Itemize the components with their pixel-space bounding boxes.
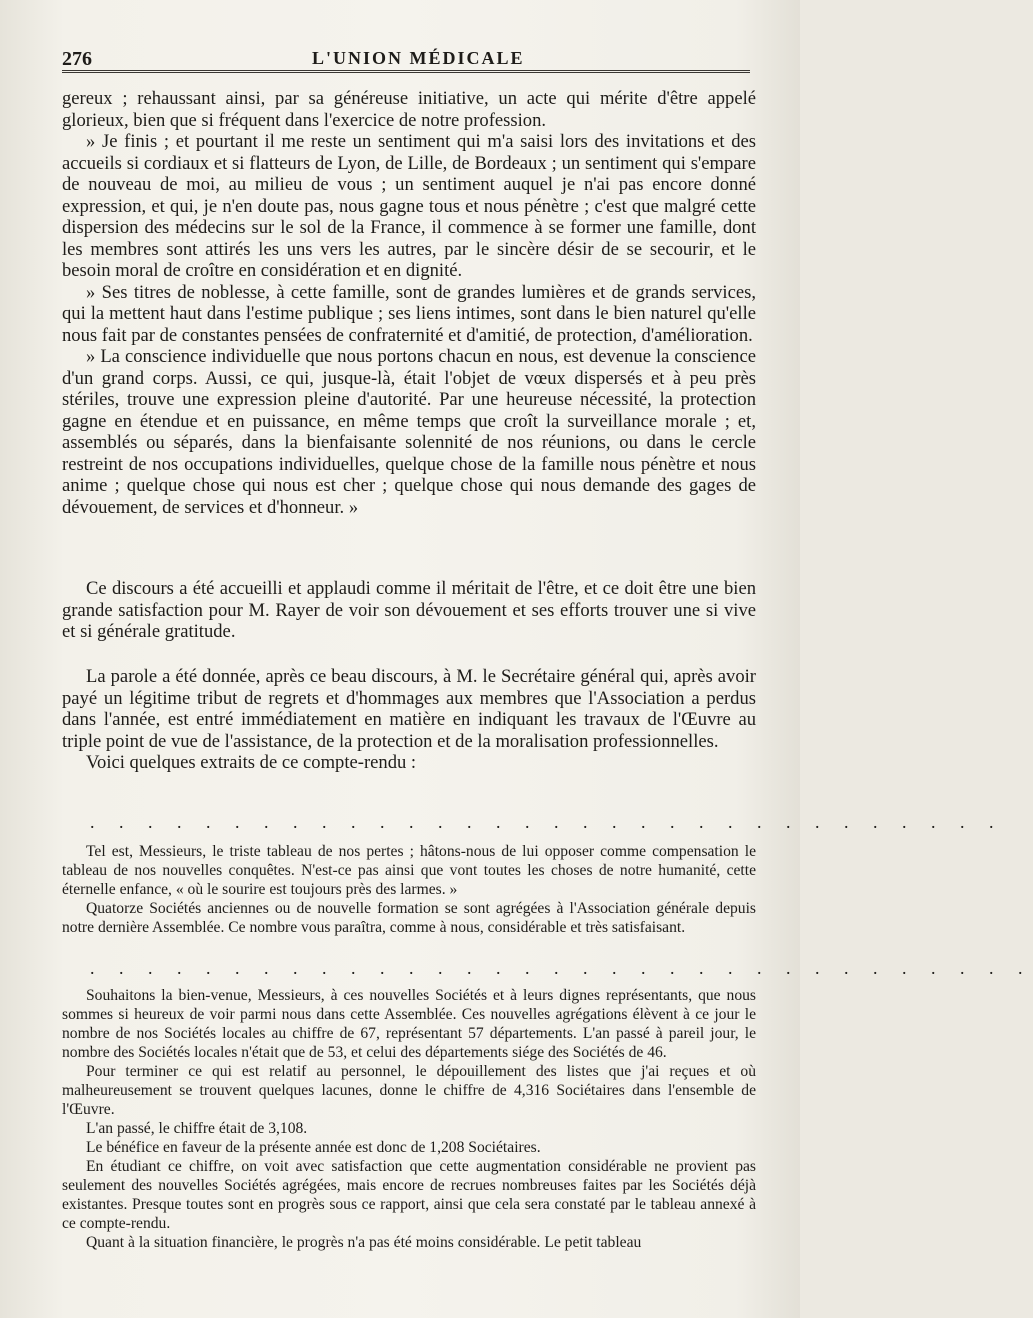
page-number: 276: [62, 48, 92, 70]
paragraph: » La conscience individuelle que nous portons chacun en nous, est devenue la conscience d'un grand corps. Aussi, ce qui, jusque-là, était l'objet de vœux dispersés et à peu près stériles, trouve une expression pleine d'autorité. Par une heureuse nécessité, la protection gagne en étendue et en puissance, en même temps que croît la surveillance morale ; et, assemblés ou séparés, dans la bienfaisante solennité de nos réunions, ou dans le cercle restreint de nos occupations individuelles, quelque chose de la famille nous pénètre et nous anime ; quelque chose qui nous est cher ; quelque chose qui nous demande des gages de dévouement, de services et d'honneur. »: [62, 346, 756, 518]
running-title: L'UNION MÉDICALE: [312, 48, 525, 68]
paragraph: Souhaitons la bien-venue, Messieurs, à ces nouvelles Sociétés et à leurs dignes représentants, que nous sommes si heureux de voir parmi nous dans cette Assemblée. Ces nouvelles agrégations élèvent à ce jour le nombre de nos Sociétés locales au chiffre de 67, représentant 57 départements. L'an passé à pareil jour, le nombre des Sociétés locales n'était que de 53, et celui des départements siége des Sociétés de 46.: [62, 987, 756, 1061]
paragraph: gereux ; rehaussant ainsi, par sa généreuse initiative, un acte qui mérite d'être appelé glorieux, bien que si fréquent dans l'exercice de notre profession.: [62, 88, 756, 131]
secretary-paragraph: [62, 666, 756, 774]
paragraph: En étudiant ce chiffre, on voit avec satisfaction que cette augmentation considérable ne provient pas seulement des nouvelles Sociétés agrégées, mais encore de recrues nombreuses faites par les Sociétés déjà existantes. Presque toutes sont en progrès sous ce rapport, ainsi que cela sera constaté par le tableau annexé à ce compte-rendu.: [62, 1158, 756, 1232]
paragraph: Voici quelques extraits de ce compte-rendu :: [86, 752, 417, 773]
paragraph: » Ses titres de noblesse, à cette famille, sont de grandes lumières et de grands services, qui la mettent haut dans l'estime publique ; ses liens intimes, sont dans le bien naturel qu'elle nous fait par de constantes pensées de confraternité et d'amitié, de protection, d'amélioration.: [62, 281, 756, 346]
paragraph: Quatorze Sociétés anciennes ou de nouvelle formation se sont agrégées à l'Association générale depuis notre dernière Assemblée. Ce nombre vous paraîtra, comme à nous, considérable et très satisfaisant.: [62, 900, 756, 936]
page-header: [62, 42, 752, 72]
report-extract-1: [62, 842, 756, 937]
applause-paragraph: [62, 578, 756, 643]
report-extract-2: [62, 986, 756, 1252]
paragraph: Quant à la situation financière, le progrès n'a pas été moins considérable. Le petit tableau: [86, 1234, 642, 1251]
speech-continuation: [62, 88, 756, 518]
paragraph: L'an passé, le chiffre était de 3,108.: [86, 1120, 308, 1137]
paragraph: Le bénéfice en faveur de la présente année est donc de 1,208 Sociétaires.: [86, 1139, 541, 1156]
ellipsis-separator: . . . . . . . . . . . . . . . . . . . . . . . . . . . . . . . .: [90, 812, 1004, 832]
paragraph: Ce discours a été accueilli et applaudi comme il méritait de l'être, et ce doit être une bien grande satisfaction pour M. Rayer de voir son dévouement et ses efforts trouver une si vive et si générale gratitude.: [62, 578, 756, 642]
header-rule: [62, 70, 750, 73]
ellipsis-separator: . . . . . . . . . . . . . . . . . . . . . . . . . . . . . . . . .: [90, 958, 1033, 978]
paragraph: La parole a été donnée, après ce beau discours, à M. le Secrétaire général qui, après avoir payé un légitime tribut de regrets et d'hommages aux membres que l'Association a perdus dans l'année, est entré immédiatement en matière en indiquant les travaux de l'Œuvre au triple point de vue de l'assistance, de la protection et de la moralisation professionnelles.: [62, 666, 756, 752]
paragraph: » Je finis ; et pourtant il me reste un sentiment qui m'a saisi lors des invitations et des accueils si cordiaux et si flatteurs de Lyon, de Lille, de Bordeaux ; un sentiment qui s'empare de nouveau de moi, au milieu de vous ; un sentiment auquel je n'ai pas encore donné expression, et qui, je n'en doute pas, nous gagne tous et nous pénètre ; c'est que malgré cette dispersion des médecins sur le sol de la France, il commence à se former une famille, dont les membres sont attirés les uns vers les autres, par le sincère désir de se secourir, et le besoin moral de croître en considération et en dignité.: [62, 131, 756, 281]
paragraph: Tel est, Messieurs, le triste tableau de nos pertes ; hâtons-nous de lui opposer comme compensation le tableau de nos nouvelles conquêtes. N'est-ce pas ainsi que vont toutes les choses de notre humanité, cette éternelle enfance, « où le sourire est toujours près des larmes. »: [62, 843, 756, 898]
paragraph: Pour terminer ce qui est relatif au personnel, le dépouillement des listes que j'ai reçues et où malheureusement se trouvent quelques lacunes, donne le chiffre de 4,316 Sociétaires dans l'ensemble de l'Œuvre.: [62, 1063, 756, 1118]
